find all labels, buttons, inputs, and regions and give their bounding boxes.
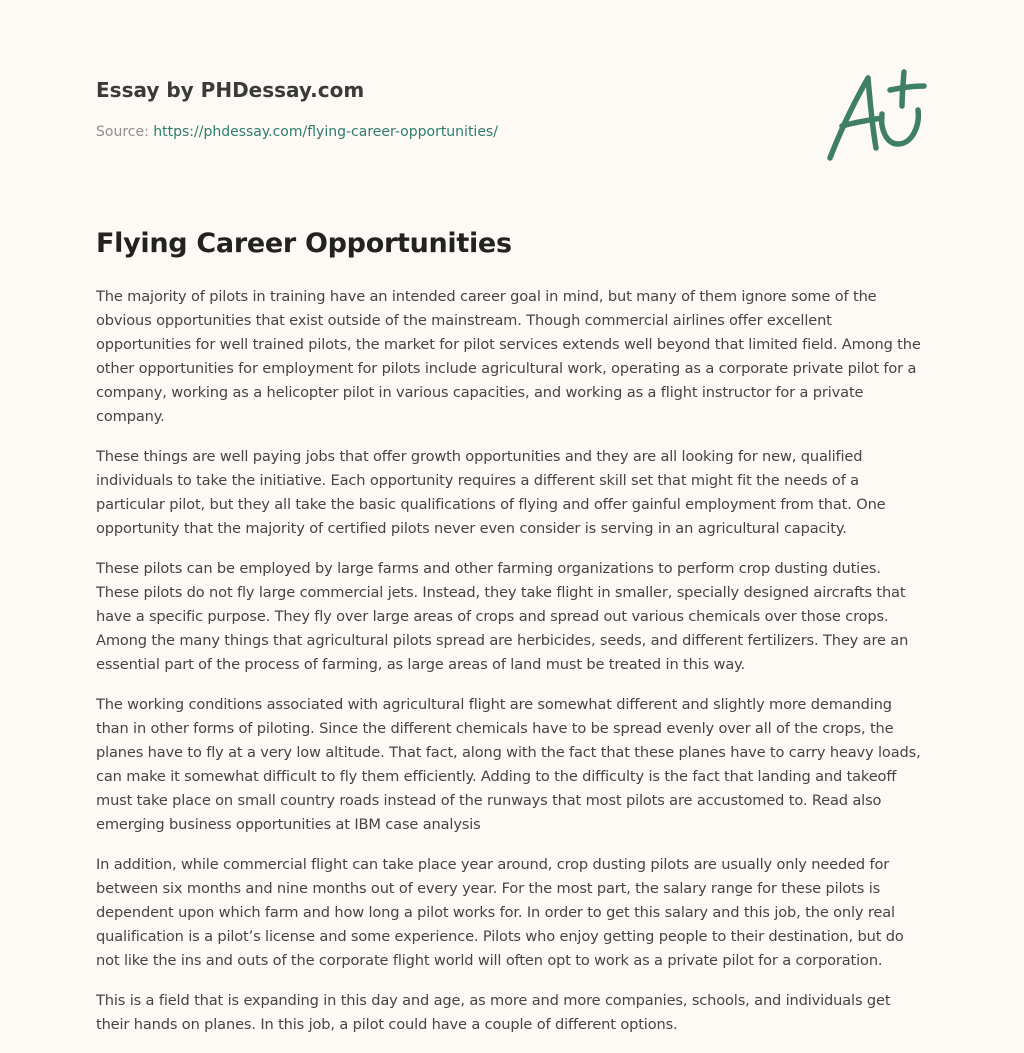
- essay-title: Flying Career Opportunities: [96, 228, 512, 259]
- paragraph: The working conditions associated with agricultural flight are somewhat different and slightly more demanding than in other forms of piloting. Since the different chemicals have to be spread evenly over all of the crops, the planes have to fly at a very low altitude. That fact, along with the fact that these planes have to carry heavy loads, can make it somewhat difficult to fly them efficiently. Adding to the difficulty is the fact that landing and takeoff must take place on small country roads instead of the runways that most pilots are accustomed to. Read also emerging business opportunities at IBM case analysis: [96, 696, 921, 833]
- paragraph: In addition, while commercial flight can take place year around, crop dusting pilots are usually only needed for between six months and nine months out of every year. For the most part, the salary range for these pilots is dependent upon which farm and how long a pilot works for. In order to get this salary and this job, the only real qualification is a pilot’s license and some experience. Pilots who enjoy getting people to their destination, but do not like the ins and outs of the corporate flight world will often opt to work as a private pilot for a corporation.: [96, 856, 904, 969]
- paragraph: These things are well paying jobs that offer growth opportunities and they are all looking for new, qualified individuals to take the initiative. Each opportunity requires a different skill set that might fit the needs of a particular pilot, but they all take the basic qualifications of flying and offer gainful employment from that. One opportunity that the majority of certified pilots never even consider is serving in an agricultural capacity.: [96, 448, 886, 537]
- document-header: [96, 78, 796, 141]
- source-label: Source:: [96, 124, 149, 140]
- site-title: Essay by PHDessay.com: [96, 78, 365, 102]
- paragraph: These pilots can be employed by large farms and other farming organizations to perform crop dusting duties. These pilots do not fly large commercial jets. Instead, they take flight in smaller, specially designed aircrafts that have a specific purpose. They fly over large areas of crops and spread out various chemicals over those crops. Among the many things that agricultural pilots spread are herbicides, seeds, and different fertilizers. They are an essential part of the process of farming, as large areas of land must be treated in this way.: [96, 560, 909, 673]
- source-link[interactable]: https://phdessay.com/flying-career-opportunities/: [153, 124, 498, 140]
- a-plus-logo-icon: [822, 66, 930, 166]
- essay-body: [96, 285, 928, 1053]
- paragraph: The majority of pilots in training have an intended career goal in mind, but many of them ignore some of the obvious opportunities that exist outside of the mainstream. Though commercial airlines offer excellent opportunities for well trained pilots, the market for pilot services extends well beyond that limited field. Among the other opportunities for employment for pilots include agricultural work, operating as a corporate private pilot for a company, working as a helicopter pilot in various capacities, and working as a flight instructor for a private company.: [96, 288, 921, 425]
- paragraph: This is a field that is expanding in this day and age, as more and more companies, schools, and individuals get their hands on planes. In this job, a pilot could have a couple of different options.: [96, 992, 891, 1033]
- source-line: [96, 123, 796, 141]
